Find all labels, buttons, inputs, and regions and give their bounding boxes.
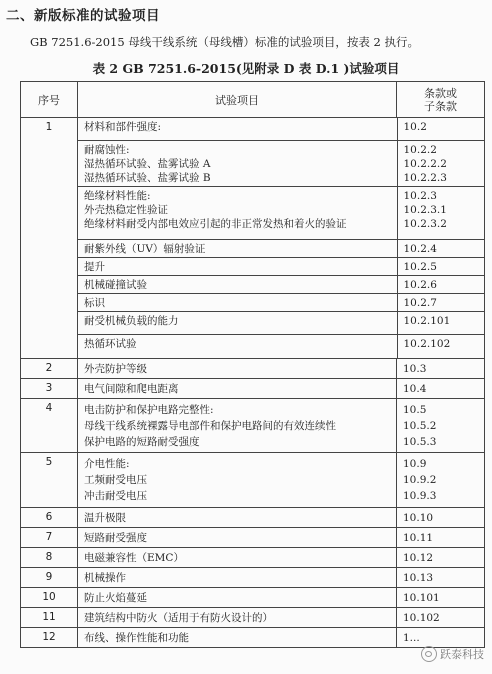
clause-text: 10.2.2 — [403, 143, 437, 156]
test-item-cell — [78, 275, 397, 293]
table-row — [21, 379, 485, 399]
clause-text: 10.3 — [403, 363, 427, 375]
header-seq: 序号 — [21, 82, 78, 118]
test-item-text: 绝缘材料耐受内部电效应引起的非正常发热和着火的验证 — [84, 217, 347, 230]
test-item-text: 母线干线系统裸露导电部件和保护电路间的有效连续性 — [84, 420, 336, 432]
clause-cell — [397, 186, 485, 239]
clause-cell — [397, 275, 485, 293]
clause-text: 10.2.2.2 — [403, 157, 447, 170]
test-item-cell — [78, 311, 397, 334]
clause-text: 10.2.2.3 — [403, 171, 447, 184]
table-row — [21, 528, 485, 548]
clause-cell — [397, 239, 485, 257]
subgroup-row — [78, 186, 485, 239]
clause-cell — [397, 588, 485, 608]
test-item-text: 耐腐蚀性: — [84, 143, 130, 156]
test-item-cell — [78, 118, 397, 140]
clause-cell — [397, 379, 485, 399]
clause-text: 10.12 — [403, 552, 434, 564]
row-number: 12 — [21, 628, 78, 648]
test-item-text: 外壳热稳定性验证 — [84, 203, 168, 216]
test-item-text: 电击防护和保护电路完整性: — [84, 404, 214, 416]
test-item-text: 建筑结构中防火（适用于有防火设计的） — [84, 612, 273, 624]
clause-cell — [397, 399, 485, 453]
test-item-text: 湿热循环试验、盐雾试验 B — [84, 171, 211, 184]
test-item-text: 耐紫外线（UV）辐射验证 — [84, 242, 206, 255]
test-item-cell — [78, 186, 397, 239]
table-row — [21, 608, 485, 628]
clause-text: 10.10 — [403, 512, 434, 524]
clause-text: 10.2.6 — [403, 278, 437, 291]
test-item-cell — [78, 508, 397, 528]
test-item-text: 电磁兼容性（EMC） — [84, 552, 184, 564]
row-number: 1 — [21, 118, 78, 359]
wechat-icon — [421, 646, 437, 662]
table-row — [21, 118, 485, 359]
test-item-cell — [78, 528, 397, 548]
subgroup-table — [78, 118, 485, 358]
clause-cell — [397, 508, 485, 528]
test-item-text: 标识 — [84, 296, 105, 309]
clause-cell — [397, 334, 485, 358]
header-test-item: 试验项目 — [78, 82, 397, 118]
test-item-text: 布线、操作性能和功能 — [84, 632, 189, 644]
test-item-cell — [78, 399, 397, 453]
test-item-text: 短路耐受强度 — [84, 532, 147, 544]
watermark — [421, 646, 484, 662]
row-number: 3 — [21, 379, 78, 399]
table-row — [21, 359, 485, 379]
test-item-text: 绝缘材料性能: — [84, 189, 151, 202]
clause-text: 10.2.3.2 — [403, 217, 447, 230]
test-item-cell — [78, 359, 397, 379]
test-item-text: 介电性能: — [84, 458, 130, 470]
clause-text: 10.9.3 — [403, 490, 437, 502]
subgroup-row — [78, 257, 485, 275]
table-caption: 表 2 GB 7251.6-2015(见附录 D 表 D.1 )试验项目 — [92, 61, 400, 76]
subgroup-row — [78, 140, 485, 186]
table-header-row — [21, 82, 485, 118]
header-clause-line1: 条款或 — [424, 86, 457, 100]
clause-cell — [397, 118, 485, 140]
clause-cell — [397, 140, 485, 186]
table-row — [21, 508, 485, 528]
clause-text: 10.2.7 — [403, 296, 437, 309]
clause-text: 10.2.5 — [403, 260, 437, 273]
test-item-text: 工频耐受电压 — [84, 474, 147, 486]
test-item-cell — [78, 239, 397, 257]
clause-text: 10.11 — [403, 532, 434, 544]
clause-cell — [397, 528, 485, 548]
test-item-cell — [78, 568, 397, 588]
test-item-cell — [78, 257, 397, 275]
test-item-text: 耐受机械负载的能力 — [84, 314, 179, 327]
test-item-cell — [78, 588, 397, 608]
test-item-text: 电气间隙和爬电距离 — [84, 383, 179, 395]
header-clause-line2: 子条款 — [424, 99, 457, 113]
clause-text: 10.5.3 — [403, 436, 437, 448]
row-number: 10 — [21, 588, 78, 608]
clause-cell — [397, 628, 485, 648]
clause-text: 10.101 — [403, 592, 440, 604]
clause-text: 10.5 — [403, 404, 427, 416]
test-item-text: 机械操作 — [84, 572, 126, 584]
clause-text: 10.2.102 — [403, 337, 451, 350]
test-items-table — [20, 81, 485, 648]
clause-text: 10.5.2 — [403, 420, 437, 432]
subgroup-row — [78, 293, 485, 311]
test-item-text: 机械碰撞试验 — [84, 278, 147, 291]
watermark-text: 跃泰科技 — [440, 648, 484, 661]
row-1-subgroups — [78, 118, 485, 359]
clause-cell — [397, 311, 485, 334]
table-row — [21, 628, 485, 648]
test-item-cell — [78, 293, 397, 311]
test-item-text: 提升 — [84, 260, 105, 273]
clause-cell — [397, 257, 485, 275]
clause-text: 10.102 — [403, 612, 440, 624]
clause-text: 10.2.3 — [403, 189, 437, 202]
test-item-cell — [78, 140, 397, 186]
test-item-cell — [78, 628, 397, 648]
clause-cell — [397, 359, 485, 379]
subgroup-row — [78, 118, 485, 140]
table-row — [21, 453, 485, 508]
test-item-text: 外壳防护等级 — [84, 363, 147, 375]
test-item-text: 材料和部件强度: — [84, 121, 162, 133]
clause-text: 10.4 — [403, 383, 427, 395]
clause-text: 10.2 — [403, 121, 427, 133]
intro-paragraph: GB 7251.6-2015 母线干线系统（母线槽）标准的试验项目，按表 2 执行。 — [30, 35, 419, 49]
row-number: 4 — [21, 399, 78, 453]
table-row — [21, 588, 485, 608]
clause-cell — [397, 548, 485, 568]
test-item-text: 冲击耐受电压 — [84, 490, 147, 502]
clause-text: 10.2.101 — [403, 314, 451, 327]
subgroup-row — [78, 311, 485, 334]
row-number: 7 — [21, 528, 78, 548]
row-number: 11 — [21, 608, 78, 628]
test-item-text: 保护电路的短路耐受强度 — [84, 436, 200, 448]
table-row — [21, 399, 485, 453]
test-item-cell — [78, 608, 397, 628]
section-heading: 二、新版标准的试验项目 — [6, 8, 160, 24]
test-item-text: 温升极限 — [84, 512, 126, 524]
clause-cell — [397, 608, 485, 628]
clause-cell — [397, 453, 485, 508]
row-number: 5 — [21, 453, 78, 508]
clause-cell — [397, 293, 485, 311]
subgroup-row — [78, 239, 485, 257]
test-item-cell — [78, 548, 397, 568]
test-item-text: 防止火焰蔓延 — [84, 592, 147, 604]
clause-cell — [397, 568, 485, 588]
row-number: 9 — [21, 568, 78, 588]
table-row — [21, 568, 485, 588]
test-item-cell — [78, 453, 397, 508]
header-clause — [397, 82, 485, 118]
clause-text: 10.9 — [403, 458, 427, 470]
test-item-cell — [78, 334, 397, 358]
test-item-text: 热循环试验 — [84, 337, 137, 350]
table-row — [21, 548, 485, 568]
clause-text: 10.2.3.1 — [403, 203, 447, 216]
subgroup-row — [78, 334, 485, 358]
row-number: 8 — [21, 548, 78, 568]
clause-text: 10.2.4 — [403, 242, 437, 255]
row-number: 6 — [21, 508, 78, 528]
clause-text: 1... — [403, 632, 420, 644]
subgroup-row — [78, 275, 485, 293]
clause-text: 10.13 — [403, 572, 434, 584]
test-item-cell — [78, 379, 397, 399]
test-item-text: 湿热循环试验、盐雾试验 A — [84, 157, 211, 170]
row-number: 2 — [21, 359, 78, 379]
clause-text: 10.9.2 — [403, 474, 437, 486]
